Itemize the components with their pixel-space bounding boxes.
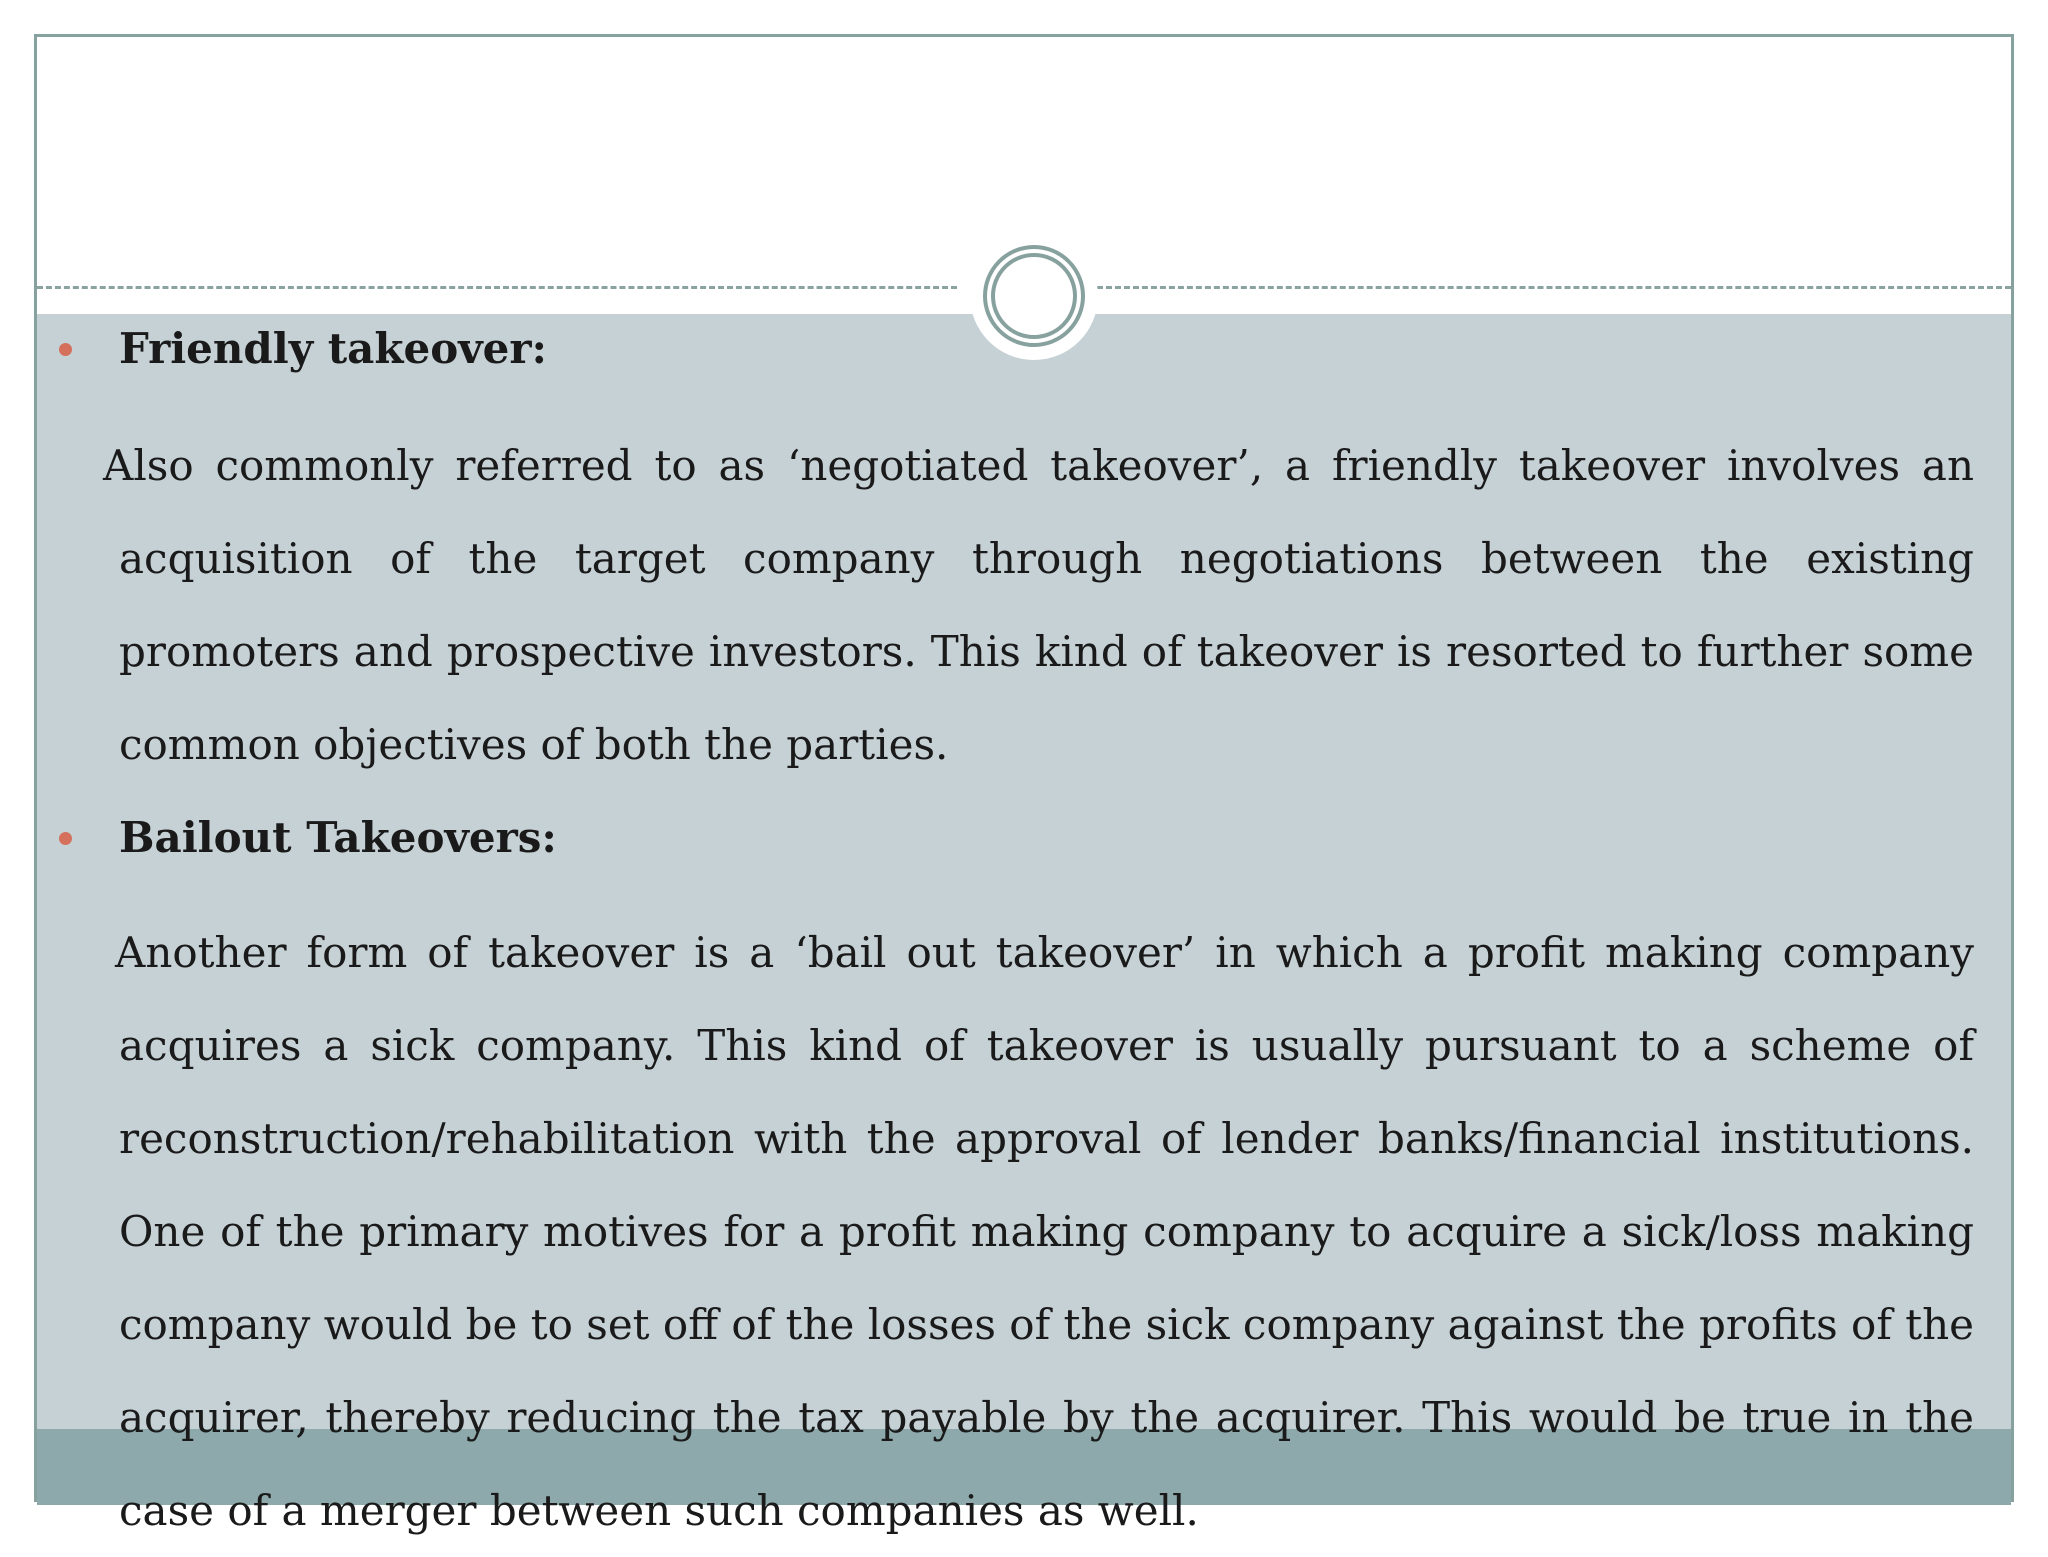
section-body: Another form of takeover is a ‘bail out takeover’ in which a profit making company acquires a sick company. This kind of takeover is usually pursuant to a scheme of reconstruction/rehabilitation with the approval of lender banks/financial institutions. One of the primary motives for a profit making company to acquire a sick/loss making company would be to set off of the losses of the sick company against the profits of the acquirer, thereby reducing the tax payable by the acquirer. This would be true in the case of a merger between such companies as well.	[115, 928, 1974, 1535]
text-content	[37, 37, 2011, 1535]
slide	[34, 34, 2014, 1535]
bullet-icon	[59, 832, 72, 845]
section-title: Friendly takeover:	[119, 324, 547, 373]
bullet-icon	[59, 343, 72, 356]
section-body: Also commonly referred to as ‘negotiated takeover’, a friendly takeover involves an acquisition of the target company through negotiations between the existing promoters and prospective investors. This kind of takeover is resorted to further some common objectives of both the parties.	[103, 441, 1974, 769]
section-title: Bailout Takeovers:	[119, 813, 557, 862]
